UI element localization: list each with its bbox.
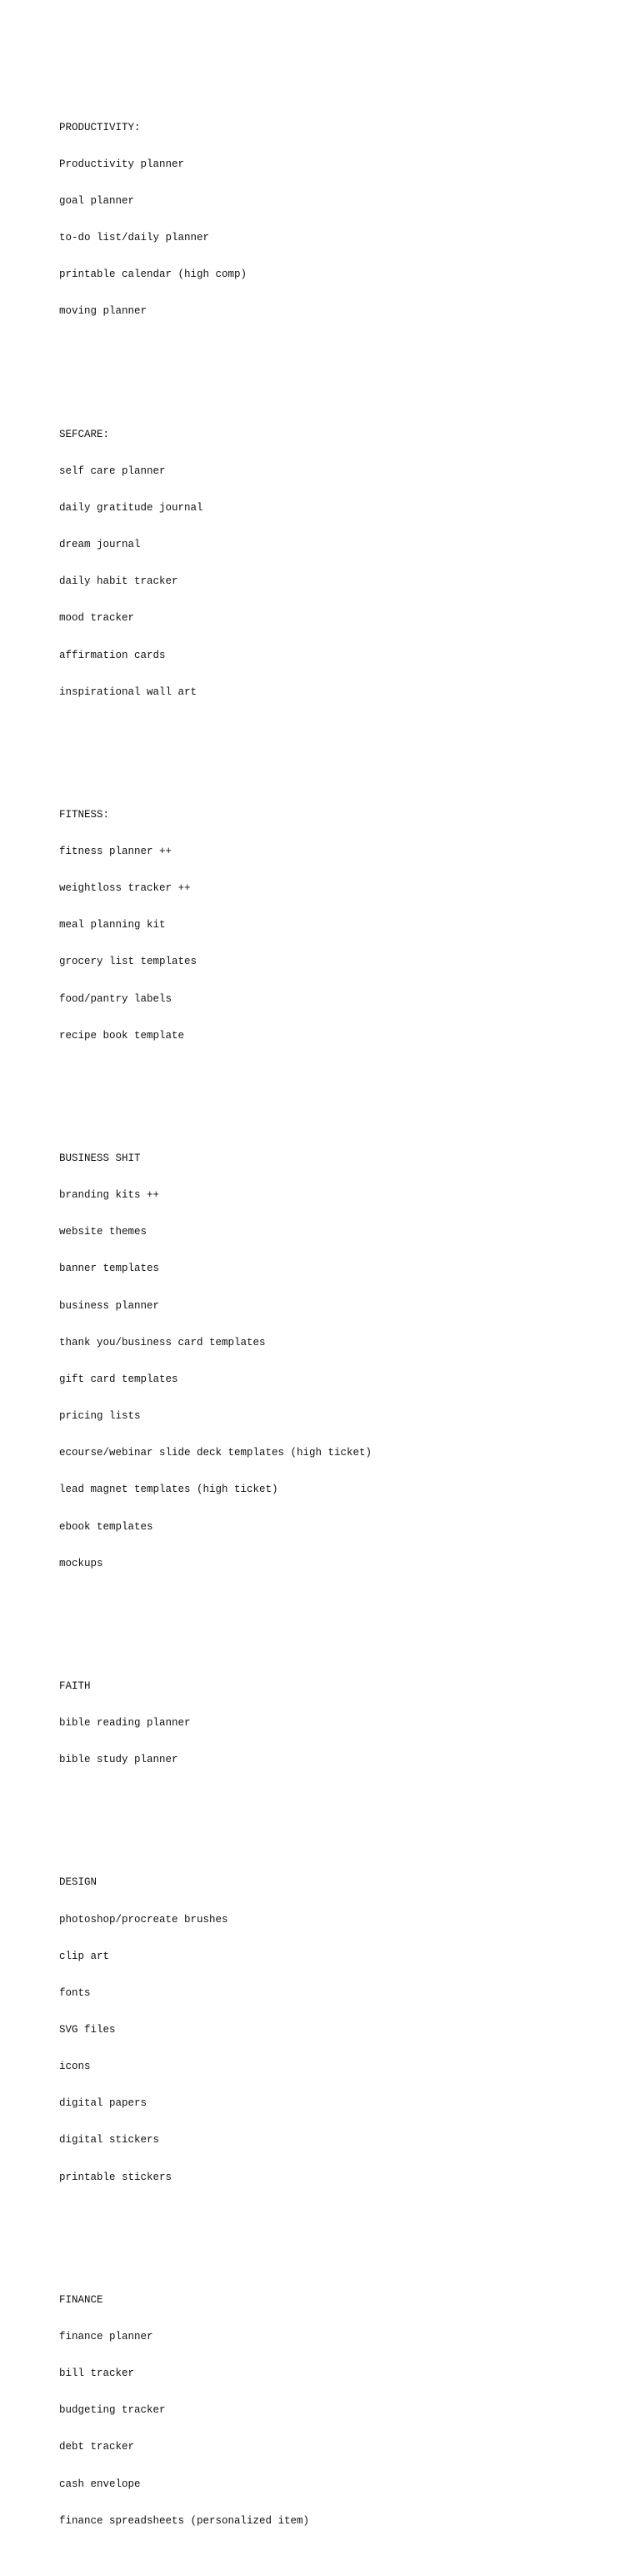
list-item: mood tracker	[59, 612, 135, 625]
list-item: meal planning kit	[59, 919, 166, 931]
list-item: branding kits ++	[59, 1189, 160, 1202]
section-fitness	[59, 784, 626, 1067]
list-item: to-do list/daily planner	[59, 232, 210, 244]
list-item: fitness planner ++	[59, 846, 172, 857]
list-item: affirmation cards	[59, 649, 166, 661]
section-heading: FITNESS:	[59, 808, 110, 821]
list-item: gift card templates	[59, 1373, 178, 1385]
list-item: digital papers	[59, 2097, 148, 2110]
section-finance	[59, 2269, 626, 2552]
list-item: clip art	[59, 1950, 110, 1962]
list-item: daily gratitude journal	[59, 501, 203, 514]
list-item: printable calendar (high comp)	[59, 269, 248, 281]
list-item: budgeting tracker	[59, 2404, 166, 2417]
section-heading: FINANCE	[59, 2293, 103, 2306]
document-page	[59, 60, 626, 2576]
list-item: bible study planner	[59, 1754, 178, 1766]
list-item: banner templates	[59, 1263, 160, 1275]
list-item: mockups	[59, 1557, 103, 1569]
list-item: SVG files	[59, 2024, 116, 2036]
list-item: ecourse/webinar slide deck templates (high ticket)	[59, 1447, 372, 1459]
list-item: grocery list templates	[59, 956, 198, 968]
list-item: weightloss tracker ++	[59, 882, 191, 895]
list-item: debt tracker	[59, 2441, 135, 2453]
list-item: thank you/business card templates	[59, 1336, 266, 1348]
list-item: photoshop/procreate brushes	[59, 1913, 228, 1926]
section-heading: PRODUCTIVITY:	[59, 121, 141, 133]
section-heading: DESIGN	[59, 1876, 98, 1889]
list-item: finance spreadsheets (personalized item)	[59, 2514, 310, 2527]
section-heading: BUSINESS SHIT	[59, 1152, 141, 1164]
list-item: bible reading planner	[59, 1717, 191, 1730]
list-item: bill tracker	[59, 2368, 135, 2380]
list-item: ebook templates	[59, 1520, 153, 1533]
list-item: website themes	[59, 1226, 148, 1238]
list-item: food/pantry labels	[59, 992, 172, 1005]
list-item: recipe book template	[59, 1029, 185, 1042]
list-item: daily habit tracker	[59, 575, 178, 588]
section-heading: SEFCARE:	[59, 428, 110, 440]
section-business	[59, 1128, 626, 1594]
list-item: pricing lists	[59, 1410, 141, 1423]
section-design	[59, 1852, 626, 2208]
list-item: cash envelope	[59, 2478, 141, 2490]
list-item: moving planner	[59, 305, 148, 318]
list-item: finance planner	[59, 2330, 153, 2343]
section-faith	[59, 1655, 626, 1790]
section-productivity	[59, 97, 626, 342]
list-item: digital stickers	[59, 2134, 160, 2147]
section-selfcare	[59, 404, 626, 723]
list-item: inspirational wall art	[59, 685, 198, 698]
list-item: printable stickers	[59, 2171, 172, 2183]
section-heading: FAITH	[59, 1680, 91, 1692]
list-item: dream journal	[59, 539, 141, 551]
list-item: business planner	[59, 1299, 160, 1312]
list-item: self care planner	[59, 464, 166, 477]
list-item: icons	[59, 2061, 91, 2073]
list-item: goal planner	[59, 194, 135, 207]
list-item: fonts	[59, 1986, 91, 1999]
list-item: lead magnet templates (high ticket)	[59, 1484, 278, 1496]
list-item: Productivity planner	[59, 158, 185, 170]
